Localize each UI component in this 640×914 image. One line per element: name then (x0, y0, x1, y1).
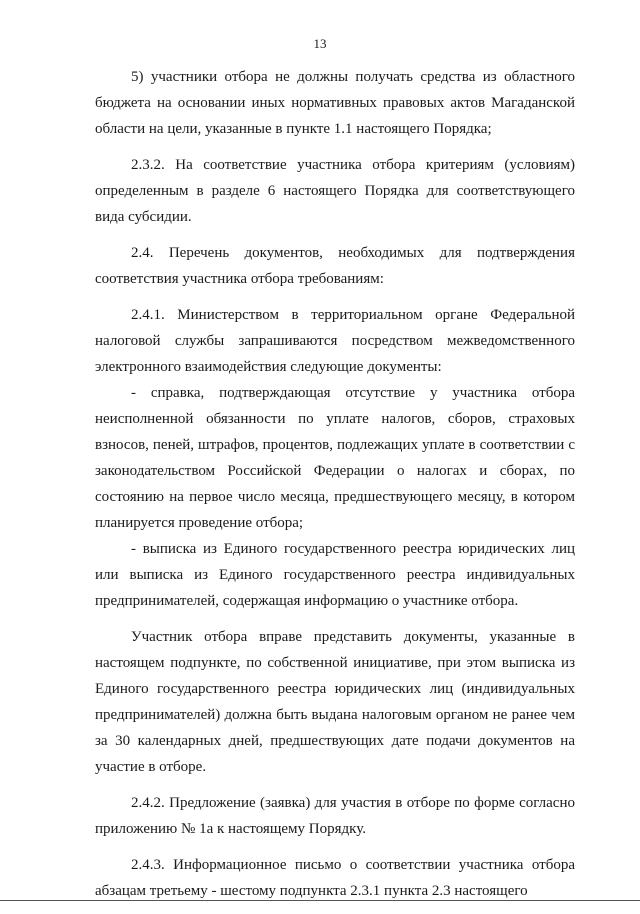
bullet-tax-certificate: - справка, подтверждающая отсутствие у участника отбора неисполненной обязанности по уплате налогов, сборов, страховых взносов, пеней, штрафов, процентов, подлежащих уплате в соответствии с законодательством Российской Федерации о налогах и сборах, по состоянию на первое число месяца, предшествующего месяцу, в котором планируется проведение отбора; (95, 385, 575, 531)
paragraph-2-4-2: 2.4.2. Предложение (заявка) для участия в отборе по форме согласно приложению № 1а к настоящему Порядку. (95, 795, 575, 837)
paragraph-2-4-1: 2.4.1. Министерством в территориальном органе Федеральной налоговой службы запрашиваются посредством межведомственного электронного взаимодействия следующие документы: (95, 307, 575, 375)
paragraph-2-4: 2.4. Перечень документов, необходимых для подтверждения соответствия участника отбора требованиям: (95, 245, 575, 287)
page-bottom-divider (0, 900, 640, 901)
page-number: 13 (313, 36, 327, 51)
paragraph-participant-right: Участник отбора вправе представить документы, указанные в настоящем подпункте, по собственной инициативе, при этом выписка из Единого государственного реестра юридических лиц (индивидуальных предпринимателей) должна быть выдана налоговым органом не ранее чем за 30 календарных дней, предшествующих дате подачи документов на участие в отборе. (95, 629, 575, 775)
paragraph-2-4-3: 2.4.3. Информационное письмо о соответствии участника отбора абзацам третьему - шестому подпункта 2.3.1 пункта 2.3 настоящего (95, 857, 575, 899)
paragraph-2-3-2: 2.3.2. На соответствие участника отбора критериям (условиям) определенным в разделе 6 настоящего Порядка для соответствующего вида субсидии. (95, 157, 575, 225)
paragraph-item-5: 5) участники отбора не должны получать средства из областного бюджета на основании иных нормативных правовых актов Магаданской области на цели, указанные в пункте 1.1 настоящего Порядка; (95, 69, 575, 137)
bullet-registry-extract: - выписка из Единого государственного реестра юридических лиц или выписка из Единого государственного реестра индивидуальных предпринимателей, содержащая информацию о участнике отбора. (95, 541, 575, 609)
document-body (95, 64, 575, 914)
